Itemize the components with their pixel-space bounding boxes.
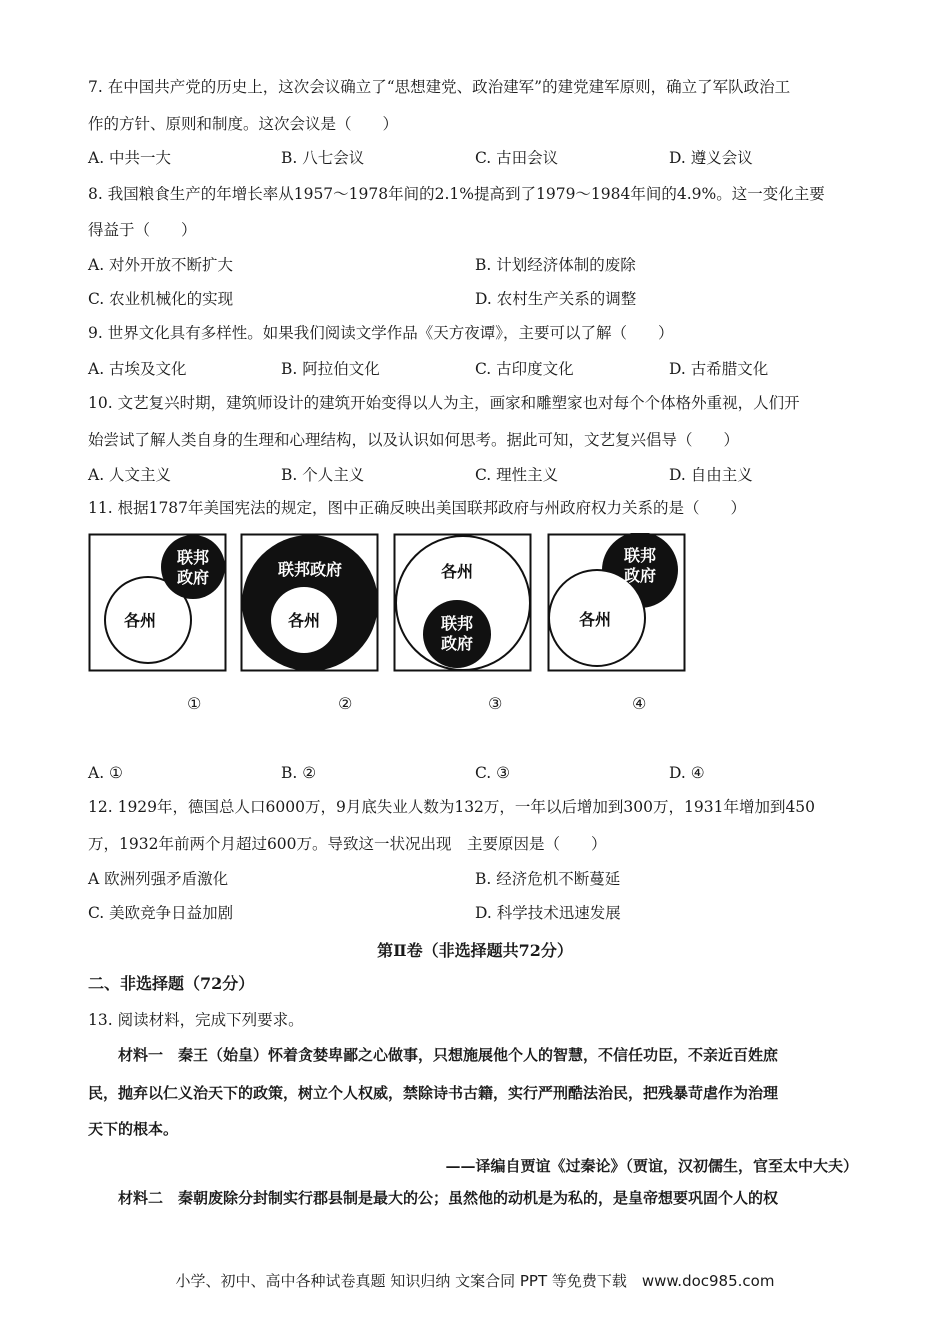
q11-stem: 11. 根据1787年美国宪法的规定，图中正确反映出美国联邦政府与州政府权力关系的是（ ） <box>88 499 747 517</box>
q7-option-c: C. 古田会议 <box>475 149 559 167</box>
q9-option-c: C. 古印度文化 <box>475 360 574 378</box>
q11-figure-4 <box>547 533 687 673</box>
q8-stem-line2: 得益于（ ） <box>88 221 197 239</box>
figure-2-federal-label: 联邦政府 <box>277 560 343 579</box>
q7-option-a: A. 中共一大 <box>88 149 172 167</box>
q12-stem-line2: 万，1932年前两个月超过600万。导致这一状况出现 主要原因是（ ） <box>88 835 607 853</box>
q9-option-d: D. 古希腊文化 <box>669 360 769 378</box>
q10-option-d: D. 自由主义 <box>669 466 753 484</box>
q10-option-a: A. 人文主义 <box>88 466 172 484</box>
q8-option-a: A. 对外开放不断扩大 <box>88 256 234 274</box>
q11-figure-1 <box>88 533 228 673</box>
footer-download-text: 小学、初中、高中各种试卷真题 知识归纳 文案合同 PPT 等免费下载 www.doc985.com <box>175 1272 775 1290</box>
q13-material-1-line2: 民，抛弃以仁义治天下的政策，树立个人权威，禁除诗书古籍，实行严刑酷法治民，把残暴苛虐作为治理 <box>88 1084 779 1102</box>
q7-stem-line1: 7. 在中国共产党的历史上，这次会议确立了“思想建党、政治建军”的建党建军原则，确立了军队政治工 <box>88 78 791 96</box>
figure-1-federal-circle <box>161 535 225 599</box>
q7-option-b: B. 八七会议 <box>281 149 365 167</box>
figure-2-states-label: 各州 <box>287 611 321 630</box>
figure-4-states-label: 各州 <box>578 610 612 629</box>
q11-figure-3 <box>393 533 533 673</box>
figure-3-states-label: 各州 <box>440 562 474 581</box>
q10-option-c: C. 理性主义 <box>475 466 559 484</box>
figure-1-states-label: 各州 <box>123 611 157 630</box>
q8-option-d: D. 农村生产关系的调整 <box>475 290 637 308</box>
q13-material-1-source: ——译编自贾谊《过秦论》（贾谊，汉初儒生，官至太中大夫） <box>445 1157 858 1175</box>
q11-option-d: D. ④ <box>669 764 705 782</box>
q12-stem-line1: 12. 1929年，德国总人口6000万，9月底失业人数为132万，一年以后增加到300万，1931年增加到450 <box>88 798 816 816</box>
q11-option-c: C. ③ <box>475 764 511 782</box>
q11-figure-2 <box>240 533 380 673</box>
q8-option-b: B. 计划经济体制的废除 <box>475 256 636 274</box>
q13-stem: 13. 阅读材料，完成下列要求。 <box>88 1011 304 1029</box>
q9-option-b: B. 阿拉伯文化 <box>281 360 380 378</box>
figure-1-number: ① <box>187 694 202 713</box>
figure-4-federal-label-2: 政府 <box>623 566 657 585</box>
q11-option-a: A. ① <box>88 764 123 782</box>
q13-material-1-line1: 材料一 秦王（始皇）怀着贪婪卑鄙之心做事，只想施展他个人的智慧，不信任功臣，不亲近百姓庶 <box>118 1046 779 1064</box>
volume-2-title: 第Ⅱ卷（非选择题共72分） <box>377 941 573 960</box>
q9-option-a: A. 古埃及文化 <box>88 360 187 378</box>
q7-stem-line2: 作的方针、原则和制度。这次会议是（ ） <box>88 115 399 133</box>
q7-option-d: D. 遵义会议 <box>669 149 753 167</box>
q10-option-b: B. 个人主义 <box>281 466 365 484</box>
figure-1-federal-label-2: 政府 <box>176 568 210 587</box>
q12-option-b: B. 经济危机不断蔓延 <box>475 870 621 888</box>
section-2-heading: 二、非选择题（72分） <box>88 974 255 993</box>
q13-material-1-line3: 天下的根本。 <box>88 1120 179 1138</box>
q9-stem: 9. 世界文化具有多样性。如果我们阅读文学作品《天方夜谭》，主要可以了解（ ） <box>88 324 674 342</box>
figure-3-federal-label-1: 联邦 <box>440 614 474 633</box>
q13-material-2-line1: 材料二 秦朝废除分封制实行郡县制是最大的公；虽然他的动机是为私的，是皇帝想要巩固个人的权 <box>118 1189 779 1207</box>
figure-4-federal-label-1: 联邦 <box>623 546 657 565</box>
q12-option-c: C. 美欧竞争日益加剧 <box>88 904 234 922</box>
q8-option-c: C. 农业机械化的实现 <box>88 290 234 308</box>
q12-option-a: A 欧洲列强矛盾激化 <box>88 870 229 888</box>
figure-1-federal-label-1: 联邦 <box>176 548 210 567</box>
q10-stem-line2: 始尝试了解人类自身的生理和心理结构，以及认识如何思考。据此可知，文艺复兴倡导（ ） <box>88 431 740 449</box>
figure-4-number: ④ <box>632 694 647 713</box>
q10-stem-line1: 10. 文艺复兴时期，建筑师设计的建筑开始变得以人为主，画家和雕塑家也对每个个体格外重视，人们开 <box>88 394 800 412</box>
figure-3-number: ③ <box>488 694 503 713</box>
q12-option-d: D. 科学技术迅速发展 <box>475 904 621 922</box>
figure-3-federal-label-2: 政府 <box>440 634 474 653</box>
q8-stem-line1: 8. 我国粮食生产的年增长率从1957～1978年间的2.1%提高到了1979～1984年间的4.9%。这一变化主要 <box>88 185 825 203</box>
q11-option-b: B. ② <box>281 764 317 782</box>
figure-2-number: ② <box>338 694 353 713</box>
